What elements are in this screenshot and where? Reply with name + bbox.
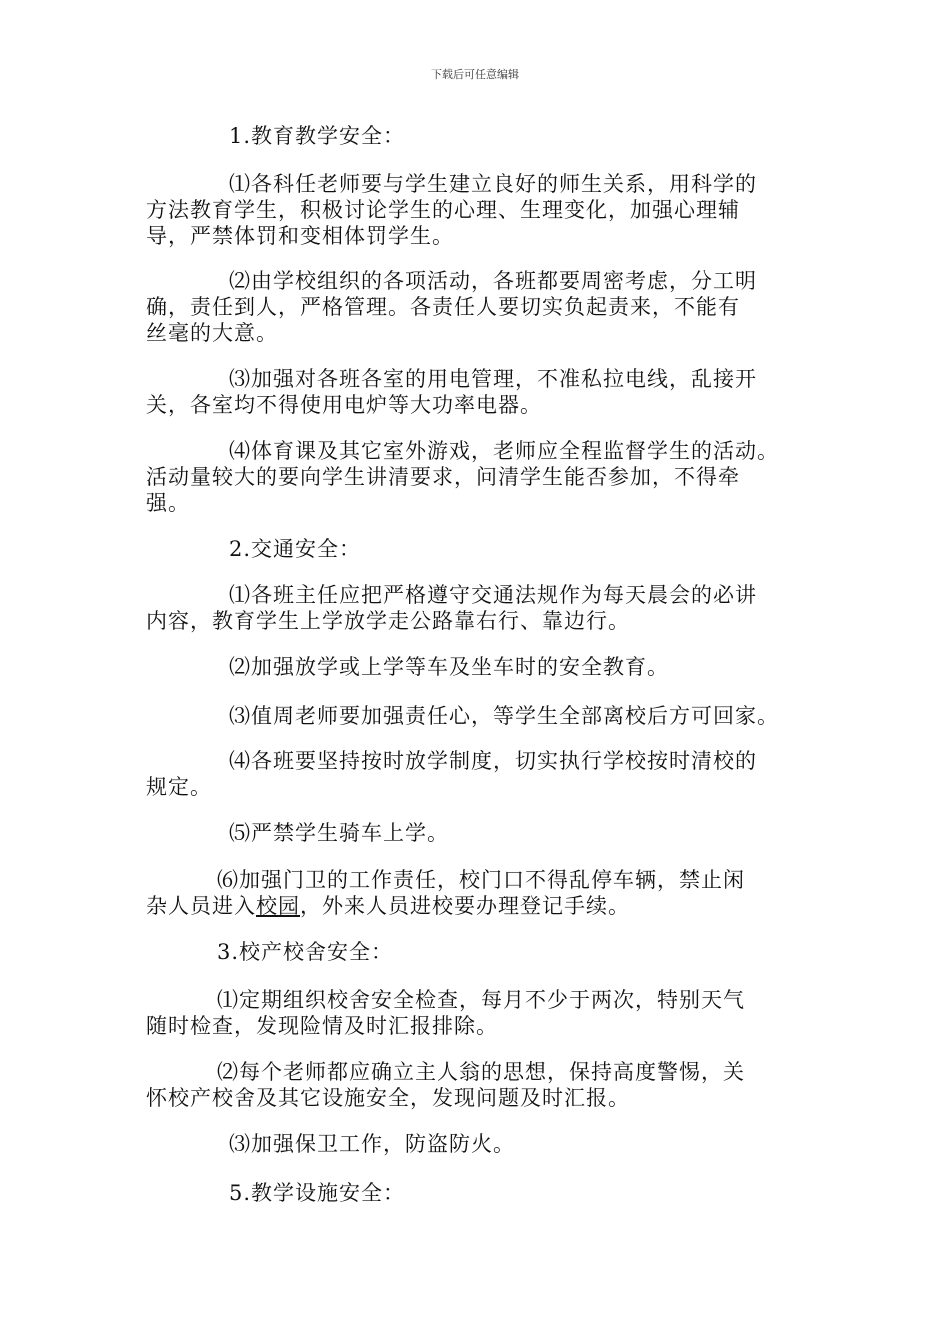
text-line: 随时检查，发现险情及时汇报排除。 [146, 1014, 498, 1038]
text-line: 导，严禁体罚和变相体罚学生。 [146, 224, 454, 248]
text-line: ⑴定期组织校舍安全检查，每月不少于两次，特别天气 [217, 988, 745, 1012]
text-line: ⑵由学校组织的各项活动，各班都要周密考虑，分工明 [229, 269, 757, 293]
text-line: 内容，教育学生上学放学走公路靠右行、靠边行。 [146, 609, 630, 633]
text-line: ⑴各科任老师要与学生建立良好的师生关系，用科学的 [229, 172, 757, 196]
text-segment: 杂人员进入 [146, 894, 256, 918]
heading-facility-safety: 5.教学设施安全： [229, 1181, 406, 1205]
text-line: ⑹加强门卫的工作责任，校门口不得乱停车辆，禁止闲 [217, 868, 745, 892]
text-line: ⑷体育课及其它室外游戏，老师应全程监督学生的活动。 [229, 439, 779, 463]
text-line: 规定。 [146, 775, 212, 799]
page-header: 下载后可任意编辑 [431, 68, 519, 81]
text-line: ⑶加强对各班各室的用电管理，不准私拉电线，乱接开 [229, 367, 757, 391]
text-line: 强。 [146, 491, 190, 515]
text-line: ⑶值周老师要加强责任心，等学生全部离校后方可回家。 [229, 704, 779, 728]
text-segment: ，外来人员进校要办理登记手续。 [300, 894, 630, 918]
text-line: 关，各室均不得使用电炉等大功率电器。 [146, 393, 542, 417]
text-line: ⑴各班主任应把严格遵守交通法规作为每天晨会的必讲 [229, 583, 757, 607]
underlined-word: 校园 [256, 894, 300, 918]
heading-traffic-safety: 2.交通安全： [229, 537, 362, 561]
text-line: 丝毫的大意。 [146, 321, 278, 345]
text-line: ⑶加强保卫工作，防盗防火。 [229, 1132, 515, 1156]
text-line: ⑷各班要坚持按时放学制度，切实执行学校按时清校的 [229, 749, 757, 773]
text-line: 方法教育学生，积极讨论学生的心理、生理变化，加强心理辅 [146, 198, 740, 222]
text-line: 确，责任到人，严格管理。各责任人要切实负起责来，不能有 [146, 295, 740, 319]
text-line [146, 894, 630, 918]
heading-property-safety: 3.校产校舍安全： [217, 940, 394, 964]
heading-teaching-safety: 1.教育教学安全： [229, 124, 406, 148]
text-line: ⑵每个老师都应确立主人翁的思想，保持高度警惕，关 [217, 1060, 745, 1084]
text-line: ⑵加强放学或上学等车及坐车时的安全教育。 [229, 655, 669, 679]
text-line: 怀校产校舍及其它设施安全，发现问题及时汇报。 [146, 1086, 630, 1110]
text-line: 活动量较大的要向学生讲清要求，问清学生能否参加，不得牵 [146, 465, 740, 489]
text-line: ⑸严禁学生骑车上学。 [229, 821, 449, 845]
